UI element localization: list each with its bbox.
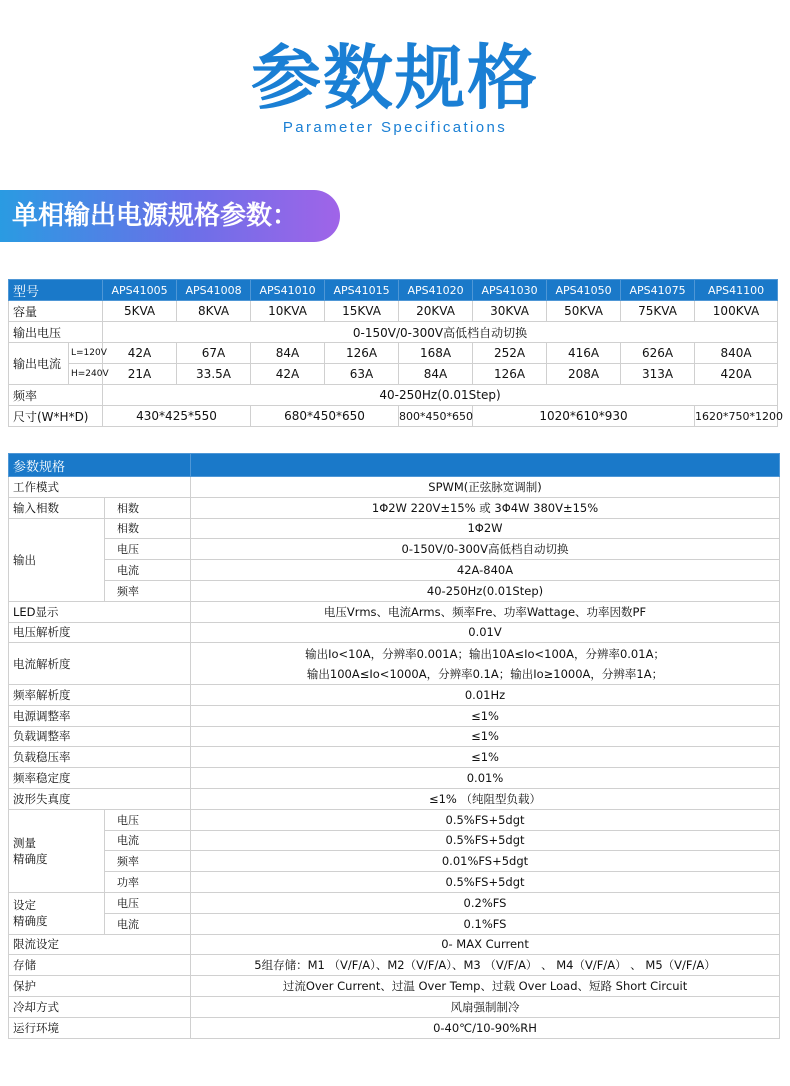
table-row [9,539,780,560]
table-row [9,934,780,955]
model-header-label: 型号 [9,280,103,301]
current-label: 输出电流 [9,343,69,385]
size-value: 1620*750*1200 [695,406,778,427]
model-name: APS41075 [621,280,695,301]
model-header-row [9,280,778,301]
spec-value: 0.2%FS [191,892,780,913]
spec-header-row [9,454,780,477]
spec-label: 电源调整率 [9,705,191,726]
table-row [9,913,780,934]
current-high-value: 420A [695,364,778,385]
table-row [9,830,780,851]
capacity-value: 5KVA [103,301,177,322]
page-subtitle: Parameter Specifications [282,119,508,136]
spec-label: 电流解析度 [9,643,191,685]
spec-value: 5组存储：M1 （V/F/A）、M2（V/F/A）、M3 （V/F/A） 、 M4（V/F/A） 、 M5（V/F/A） [191,955,780,976]
table-row [9,747,780,768]
spec-sublabel: 频率 [105,851,191,872]
spec-label: 波形失真度 [9,788,191,809]
spec-sublabel: 电流 [105,560,191,581]
spec-value: ≤1% [191,705,780,726]
model-name: APS41010 [251,280,325,301]
table-row [9,976,780,997]
model-name: APS41100 [695,280,778,301]
spec-label-line: 精确度 [13,914,48,929]
capacity-value: 30KVA [473,301,547,322]
model-name: APS41005 [103,280,177,301]
table-row [9,892,780,913]
spec-value: 风扇强制制冷 [191,996,780,1017]
current-low-value: 42A [103,343,177,364]
spec-value [191,643,780,685]
spec-label: 频率稳定度 [9,768,191,789]
capacity-value: 10KVA [251,301,325,322]
capacity-value: 75KVA [621,301,695,322]
current-low-value: 84A [251,343,325,364]
spec-label: 工作模式 [9,477,191,498]
voltage-value: 0-150V/0-300V高低档自动切换 [103,322,778,343]
capacity-label: 容量 [9,301,103,322]
spec-value: 0.5%FS+5dgt [191,830,780,851]
model-name: APS41030 [473,280,547,301]
spec-sublabel: 电压 [105,539,191,560]
spec-header-blank [191,454,780,477]
spec-value: SPWM(正弦脉宽调制) [191,477,780,498]
spec-value-line: 输出100A≤Io<1000A，分辨率0.1A；输出Io≥1000A，分辨率1A； [306,666,664,681]
table-row [9,851,780,872]
spec-value: 40-250Hz(0.01Step) [191,580,780,601]
spec-label: 限流设定 [9,934,191,955]
current-low-value: 840A [695,343,778,364]
spec-label: 频率解析度 [9,684,191,705]
spec-value: 0.01V [191,622,780,643]
current-high-value: 84A [399,364,473,385]
spec-label-line: 测量 [13,835,36,850]
spec-value: 1Φ2W 220V±15% 或 3Φ4W 380V±15% [191,497,780,518]
capacity-value: 8KVA [177,301,251,322]
spec-label: 存储 [9,955,191,976]
capacity-value: 15KVA [325,301,399,322]
spec-sublabel: 电压 [105,892,191,913]
spec-sublabel: 频率 [105,580,191,601]
spec-sublabel: 相数 [105,518,191,539]
table-row [9,643,780,685]
voltage-row [9,322,778,343]
size-row [9,406,778,427]
spec-label: LED显示 [9,601,191,622]
spec-table [8,453,780,1039]
spec-value: 0.1%FS [191,913,780,934]
spec-value: 42A-840A [191,560,780,581]
table-row [9,560,780,581]
spec-value: ≤1% （纯阻型负载） [191,788,780,809]
current-low-value: 626A [621,343,695,364]
table-row [9,497,780,518]
size-value: 680*450*650 [251,406,399,427]
spec-label: 电压解析度 [9,622,191,643]
capacity-value: 100KVA [695,301,778,322]
spec-label-line: 精确度 [13,851,48,866]
frequency-value: 40-250Hz(0.01Step) [103,385,778,406]
model-name: APS41020 [399,280,473,301]
table-row [9,477,780,498]
table-row [9,1017,780,1038]
spec-sublabel: 功率 [105,872,191,893]
spec-label: 输入相数 [9,497,105,518]
current-high-value: 21A [103,364,177,385]
size-value: 800*450*650 [399,406,473,427]
section-banner: 单相输出电源规格参数： [0,190,340,242]
spec-label: 冷却方式 [9,996,191,1017]
current-high-row [9,364,778,385]
current-high-value: 126A [473,364,547,385]
spec-value: 0.01% [191,768,780,789]
table-row [9,809,780,830]
current-high-label: H=240V [69,364,103,385]
spec-label [9,892,105,934]
spec-value: 0.5%FS+5dgt [191,809,780,830]
capacity-value: 50KVA [547,301,621,322]
spec-sublabel: 电流 [105,913,191,934]
current-low-value: 126A [325,343,399,364]
current-low-value: 67A [177,343,251,364]
table-row [9,768,780,789]
model-name: APS41008 [177,280,251,301]
spec-value: ≤1% [191,747,780,768]
spec-value: 电压Vrms、电流Arms、频率Fre、功率Wattage、功率因数PF [191,601,780,622]
table-row [9,518,780,539]
spec-value: 0.01Hz [191,684,780,705]
current-high-value: 63A [325,364,399,385]
capacity-row [9,301,778,322]
spec-value-line: 输出Io<10A，分辨率0.001A；输出10A≤Io<100A，分辨率0.01A； [305,646,665,661]
current-low-value: 252A [473,343,547,364]
spec-value: 过流Over Current、过温 Over Temp、过载 Over Load、短路 Short Circuit [191,976,780,997]
spec-value: ≤1% [191,726,780,747]
model-name: APS41015 [325,280,399,301]
current-low-value: 168A [399,343,473,364]
spec-label: 负载稳压率 [9,747,191,768]
current-high-value: 313A [621,364,695,385]
table-row [9,996,780,1017]
frequency-row [9,385,778,406]
spec-value: 0.01%FS+5dgt [191,851,780,872]
table-row [9,726,780,747]
spec-label: 输出 [9,518,105,601]
table-row [9,580,780,601]
capacity-value: 20KVA [399,301,473,322]
page-title: 参数规格 [251,37,539,119]
model-table [8,279,783,427]
table-row [9,684,780,705]
current-low-row [9,343,778,364]
table-row [9,601,780,622]
spec-value: 0.5%FS+5dgt [191,872,780,893]
spec-label: 保护 [9,976,191,997]
table-row [9,872,780,893]
current-low-value: 416A [547,343,621,364]
size-label: 尺寸(W*H*D) [9,406,103,427]
current-low-label: L=120V [69,343,103,364]
spec-value: 1Φ2W [191,518,780,539]
current-high-value: 42A [251,364,325,385]
spec-value: 0- MAX Current [191,934,780,955]
spec-value: 0-150V/0-300V高低档自动切换 [191,539,780,560]
spec-sublabel: 电流 [105,830,191,851]
current-high-value: 208A [547,364,621,385]
table-row [9,705,780,726]
spec-label: 负载调整率 [9,726,191,747]
table-row [9,955,780,976]
spec-label-line: 设定 [13,898,36,913]
spec-label: 运行环境 [9,1017,191,1038]
size-value: 1020*610*930 [473,406,695,427]
current-high-value: 33.5A [177,364,251,385]
spec-value: 0-40℃/10-90%RH [191,1017,780,1038]
spec-header-label: 参数规格 [9,454,191,477]
table-row [9,788,780,809]
table-row [9,622,780,643]
size-value: 430*425*550 [103,406,251,427]
voltage-label: 输出电压 [9,322,103,343]
spec-label [9,809,105,892]
model-name: APS41050 [547,280,621,301]
spec-sublabel: 相数 [105,497,191,518]
frequency-label: 频率 [9,385,103,406]
spec-sublabel: 电压 [105,809,191,830]
